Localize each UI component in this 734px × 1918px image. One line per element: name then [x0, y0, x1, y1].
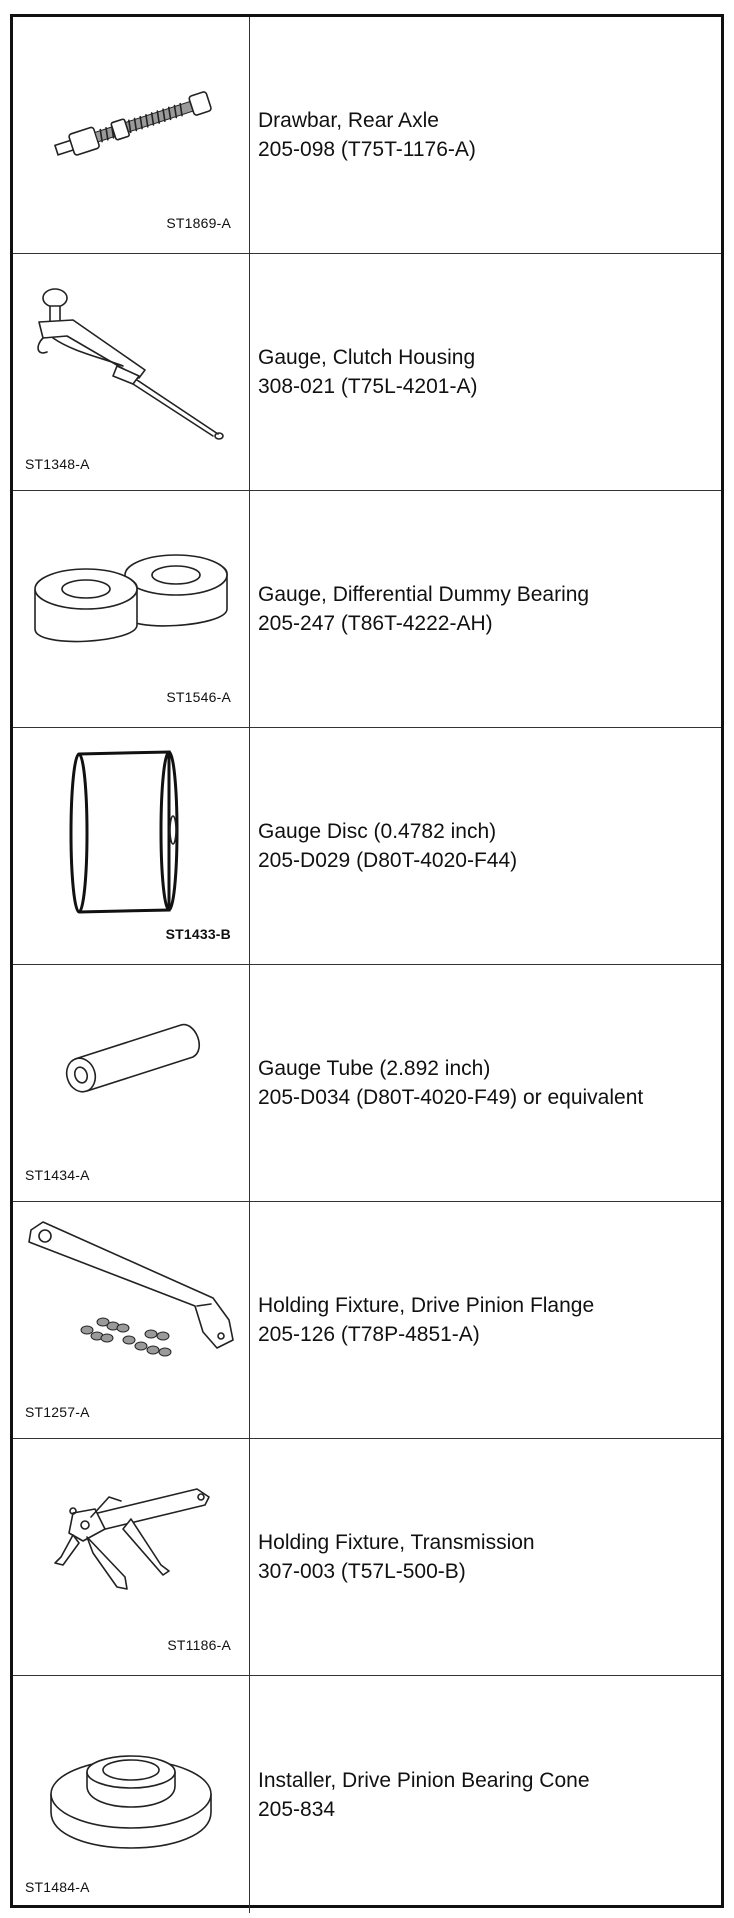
- image-code: ST1434-A: [25, 1167, 90, 1183]
- tool-part-number: 205-834: [258, 1797, 336, 1821]
- tool-image-cell: [13, 254, 250, 490]
- pinion-flange-fixture-icon: [13, 1202, 249, 1438]
- tool-row: [13, 728, 721, 965]
- tool-part-number: 205-D029 (D80T-4020-F44): [258, 849, 518, 872]
- tool-name: Holding Fixture, Transmission: [258, 1531, 535, 1554]
- tool-row: [13, 1439, 721, 1676]
- tool-description: [258, 580, 589, 638]
- tool-image-cell: [13, 1676, 250, 1913]
- tool-row: [13, 17, 721, 254]
- tool-row: [13, 1676, 721, 1913]
- tool-image-cell: [13, 728, 250, 964]
- tool-description: [258, 343, 477, 401]
- image-code: ST1869-A: [166, 215, 231, 231]
- tool-description: [258, 1528, 535, 1586]
- tool-part-number: 205-D034 (D80T-4020-F49) or equivalent: [258, 1086, 644, 1109]
- tool-description: [258, 1291, 594, 1349]
- tool-part-number: 205-098 (T75T-1176-A): [258, 138, 476, 161]
- tool-name: Gauge, Clutch Housing: [258, 346, 476, 369]
- tool-image-cell: [13, 1202, 250, 1438]
- tool-row: [13, 965, 721, 1202]
- tool-part-number: 205-126 (T78P-4851-A): [258, 1323, 480, 1346]
- tool-description: [258, 106, 476, 164]
- tool-image-cell: [13, 491, 250, 727]
- bearing-cone-installer-icon: [13, 1676, 249, 1912]
- tool-name: Gauge, Differential Dummy Bearing: [258, 583, 590, 606]
- tool-part-number: 307-003 (T57L-500-B): [258, 1560, 466, 1583]
- image-code: ST1348-A: [25, 456, 90, 472]
- tool-part-number: 308-021 (T75L-4201-A): [258, 375, 478, 398]
- tool-part-number: 205-247 (T86T-4222-AH): [258, 612, 493, 635]
- tool-row: [13, 1202, 721, 1439]
- image-code: ST1186-A: [167, 1637, 231, 1653]
- tool-image-cell: [13, 1439, 250, 1675]
- tool-description: [258, 1766, 590, 1824]
- tool-name: Gauge Tube (2.892 inch): [258, 1057, 491, 1080]
- tool-description: [258, 817, 517, 875]
- gauge-tube-icon: [13, 965, 249, 1201]
- tool-name: Gauge Disc (0.4782 inch): [258, 820, 497, 843]
- tool-description: [258, 1054, 643, 1112]
- tool-name: Installer, Drive Pinion Bearing Cone: [258, 1768, 590, 1792]
- tool-name: Holding Fixture, Drive Pinion Flange: [258, 1294, 595, 1317]
- tool-name: Drawbar, Rear Axle: [258, 109, 439, 132]
- image-code: ST1433-B: [165, 926, 231, 942]
- image-code: ST1484-A: [25, 1879, 90, 1895]
- tool-row: [13, 491, 721, 728]
- image-code: ST1546-A: [166, 689, 231, 705]
- image-code: ST1257-A: [25, 1404, 90, 1420]
- special-tools-table: [10, 14, 724, 1908]
- clutch-housing-gauge-icon: [13, 254, 249, 490]
- tool-image-cell: [13, 17, 250, 253]
- tool-image-cell: [13, 965, 250, 1201]
- tool-row: [13, 254, 721, 491]
